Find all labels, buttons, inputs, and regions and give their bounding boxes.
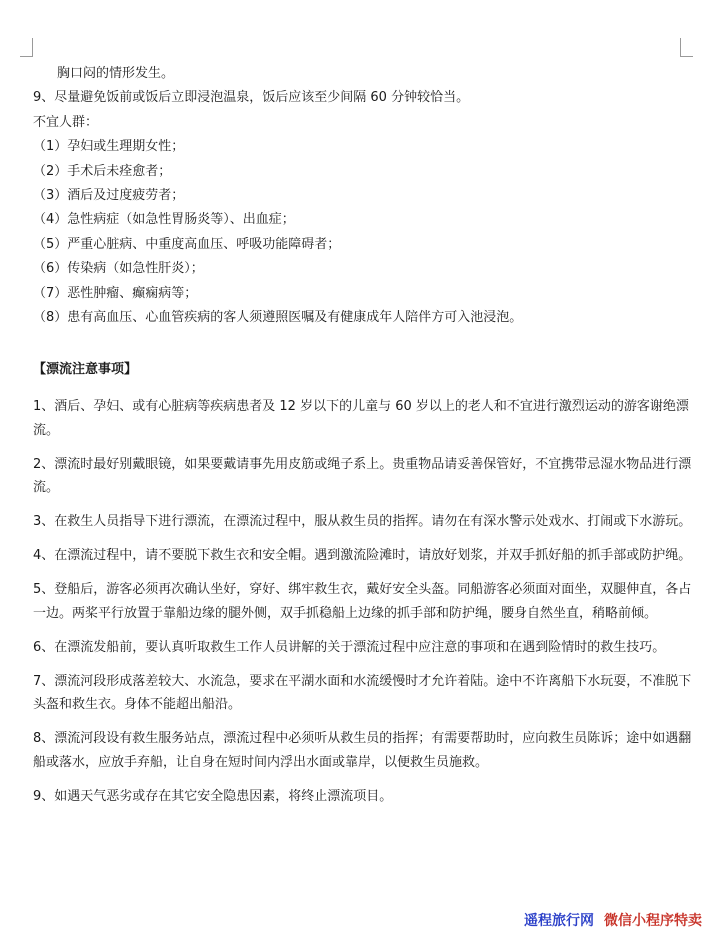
list-item: （6）传染病（如急性肝炎）； <box>33 261 204 277</box>
list-item: （7）恶性肿瘤、癫痫病等； <box>33 285 198 301</box>
list-item: 1、酒后、孕妇、或有心脏病等疾病患者及 12 岁以下的儿童与 60 岁以上的老人和不宜进行激烈运动的游客谢绝漂流。 <box>33 399 689 438</box>
list-item: （3）酒后及过度疲劳者； <box>33 187 185 203</box>
brand-slogan: 微信小程序特卖 <box>604 913 702 929</box>
list-item: 6、在漂流发船前，要认真听取救生工作人员讲解的关于漂流过程中应注意的事项和在遇到险情时的救生技巧。 <box>33 639 666 655</box>
list-item: 3、在救生人员指导下进行漂流，在漂流过程中，服从救生员的指挥。请勿在有深水警示处戏水、打闹或下水游玩。 <box>33 514 692 529</box>
text-line: 胸口闷的情形发生。 <box>57 66 175 81</box>
brand-name: 遥程旅行网 <box>524 913 594 929</box>
rafting-list <box>33 395 693 808</box>
list-item: （1）孕妇或生理期女性； <box>33 139 185 155</box>
text-line: 9、尽量避免饭前或饭后立即浸泡温泉，饭后应该至少间隔 60 分钟较恰当。 <box>33 90 470 106</box>
list-item: 9、如遇天气恶劣或存在其它安全隐患因素，将终止漂流项目。 <box>33 788 393 804</box>
list-item: （4）急性病症（如急性胃肠炎等）、出血症； <box>33 212 295 228</box>
list-item: 4、在漂流过程中，请不要脱下救生衣和安全帽。遇到激流险滩时，请放好划浆，并双手抓好船的抓手部或防护绳。 <box>33 548 692 563</box>
list-item: 8、漂流河段设有救生服务站点，漂流过程中必须听从救生员的指挥；有需要帮助时，应向救生员陈诉；途中如遇翻船或落水，应放手弃船，让自身在短时间内浮出水面或靠岸，以便救生员施救。 <box>33 731 692 770</box>
list-item: （8）患有高血压、心血管疾病的客人须遵照医嘱及有健康成年人陪伴方可入池浸泡。 <box>33 309 523 325</box>
text-line: 不宜人群： <box>33 114 99 130</box>
list-item: （5）严重心脏病、中重度高血压、呼吸功能障碍者； <box>33 236 341 252</box>
hot-spring-notes <box>33 62 653 330</box>
crop-mark-top-right <box>680 38 693 57</box>
list-item: 2、漂流时最好别戴眼镜，如果要戴请事先用皮筋或绳子系上。贵重物品请妥善保管好，不宜携带忌湿水物品进行漂流。 <box>33 456 692 495</box>
crop-mark-top-left <box>20 38 33 57</box>
section-heading: 【漂流注意事项】 <box>33 362 138 377</box>
list-item: 5、登船后，游客必须再次确认坐好，穿好、绑牢救生衣，戴好安全头盔。同船游客必须面对面坐，双腿伸直，各占一边。两桨平行放置于靠船边缘的腿外侧，双手抓稳船上边缘的抓手部和防护绳，腰身自然坐直，稍略前倾。 <box>33 582 692 621</box>
rafting-notes <box>33 359 693 819</box>
list-item: （2）手术后未痊愈者； <box>33 163 172 179</box>
watermark-brand <box>524 910 702 930</box>
list-item: 7、漂流河段形成落差较大、水流急，要求在平湖水面和水流缓慢时才允许着陆。途中不许离船下水玩耍，不准脱下头盔和救生衣。身体不能超出船沿。 <box>33 673 692 712</box>
